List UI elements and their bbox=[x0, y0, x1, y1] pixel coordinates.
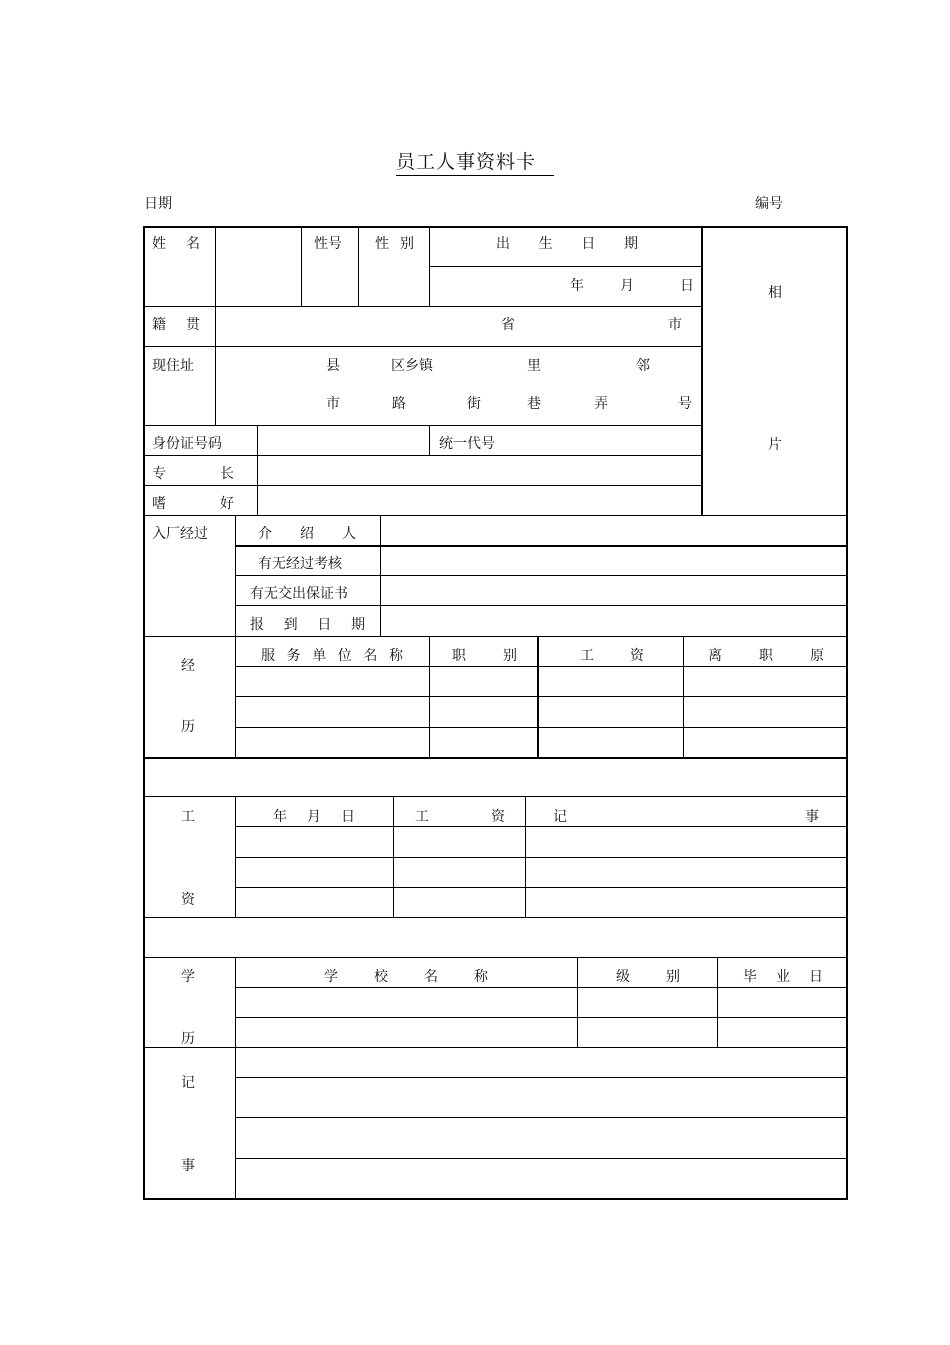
grid-line bbox=[235, 957, 236, 1198]
grid-line bbox=[235, 987, 846, 988]
grid-line bbox=[701, 227, 703, 515]
salary-label-top: 工 bbox=[181, 809, 195, 825]
province-unit: 省 bbox=[501, 317, 515, 333]
education-label-top: 学 bbox=[181, 969, 195, 985]
grid-line bbox=[235, 857, 846, 858]
grid-line bbox=[144, 757, 846, 759]
grid-line bbox=[358, 227, 359, 306]
grid-line bbox=[144, 455, 702, 456]
grid-line bbox=[144, 346, 702, 347]
grid-line bbox=[257, 425, 258, 515]
birth-year-unit: 年 bbox=[570, 278, 584, 294]
gender-code-label: 性号 bbox=[314, 236, 342, 252]
address-unit: 巷 bbox=[527, 396, 541, 412]
salary-header-amount: 工 资 bbox=[415, 809, 505, 825]
grid-line bbox=[235, 575, 846, 576]
introducer-label: 介 绍 人 bbox=[258, 526, 356, 542]
grid-line bbox=[235, 605, 846, 606]
address-unit: 街 bbox=[467, 396, 481, 412]
hobby-label: 嗜 好 bbox=[152, 496, 234, 512]
experience-label-top: 经 bbox=[181, 658, 195, 674]
number-label: 编号 bbox=[755, 196, 783, 212]
id-number-label: 身份证号码 bbox=[152, 436, 222, 452]
grid-line bbox=[144, 636, 846, 637]
grid-line bbox=[235, 826, 846, 827]
grid-line bbox=[429, 266, 702, 267]
grid-line bbox=[144, 306, 702, 307]
grid-line bbox=[683, 636, 684, 757]
unified-code-label: 统一代号 bbox=[439, 436, 495, 452]
experience-header-reason: 离 职 原 bbox=[708, 648, 824, 664]
address-unit: 路 bbox=[392, 396, 406, 412]
address-unit: 弄 bbox=[594, 396, 608, 412]
grid-line bbox=[235, 545, 846, 547]
address-unit: 县 bbox=[326, 358, 340, 374]
grid-line bbox=[144, 1047, 846, 1048]
grid-line bbox=[429, 636, 430, 757]
education-header-school: 学 校 名 称 bbox=[324, 969, 488, 985]
education-label-bottom: 历 bbox=[181, 1031, 195, 1047]
grid-line bbox=[525, 796, 526, 917]
grid-line bbox=[235, 696, 846, 697]
experience-header-salary: 工 资 bbox=[580, 648, 644, 664]
grid-line bbox=[717, 957, 718, 1047]
grid-line bbox=[235, 1077, 846, 1078]
grid-line bbox=[577, 957, 578, 1047]
salary-header-record: 记 bbox=[553, 809, 567, 825]
experience-label-bottom: 历 bbox=[181, 719, 195, 735]
entry-label: 入厂经过 bbox=[152, 526, 208, 542]
grid-line bbox=[235, 796, 236, 917]
photo-label-top: 相 bbox=[768, 285, 782, 301]
grid-line bbox=[380, 515, 381, 636]
education-header-graduation: 毕 业 日 bbox=[743, 969, 823, 985]
name-label: 姓 名 bbox=[152, 236, 200, 252]
grid-line bbox=[537, 636, 539, 757]
grid-line bbox=[235, 636, 236, 757]
grid-line bbox=[235, 666, 846, 667]
form-table bbox=[143, 226, 848, 1200]
guarantee-label: 有无交出保证书 bbox=[250, 586, 348, 602]
grid-line bbox=[144, 796, 846, 797]
birth-day-unit: 日 bbox=[680, 278, 694, 294]
grid-line bbox=[144, 917, 846, 918]
education-header-level: 级 别 bbox=[616, 969, 680, 985]
grid-line bbox=[144, 957, 846, 958]
grid-line bbox=[235, 887, 846, 888]
experience-header-title: 职 别 bbox=[452, 648, 517, 664]
address-unit: 市 bbox=[326, 396, 340, 412]
grid-line bbox=[144, 425, 702, 426]
assessed-label: 有无经过考核 bbox=[258, 556, 342, 572]
grid-line bbox=[301, 227, 302, 306]
grid-line bbox=[235, 1117, 846, 1118]
grid-line bbox=[215, 227, 216, 425]
grid-line bbox=[235, 1158, 846, 1159]
grid-line bbox=[393, 796, 394, 917]
grid-line bbox=[429, 425, 430, 455]
address-label: 现住址 bbox=[152, 358, 194, 374]
birth-date-label: 出 生 日 期 bbox=[496, 236, 638, 252]
page-title: 员工人事资料卡 bbox=[396, 151, 537, 173]
notes-label-bottom: 事 bbox=[181, 1158, 195, 1174]
salary-label-bottom: 资 bbox=[181, 892, 195, 908]
photo-label-bottom: 片 bbox=[768, 437, 782, 453]
title-underline bbox=[396, 175, 554, 176]
address-unit: 邻 bbox=[636, 358, 650, 374]
grid-line bbox=[144, 485, 702, 486]
date-label: 日期 bbox=[144, 196, 172, 212]
birth-month-unit: 月 bbox=[620, 278, 634, 294]
gender-label: 性 别 bbox=[375, 236, 414, 252]
address-unit: 区乡镇 bbox=[391, 358, 433, 374]
grid-line bbox=[144, 515, 846, 516]
salary-header-date: 年 月 日 bbox=[273, 809, 355, 825]
address-unit: 里 bbox=[527, 358, 541, 374]
salary-header-event: 事 bbox=[805, 809, 819, 825]
report-date-label: 报 到 日 期 bbox=[250, 617, 365, 633]
city-unit: 市 bbox=[668, 317, 682, 333]
notes-label-top: 记 bbox=[181, 1075, 195, 1091]
grid-line bbox=[235, 1017, 846, 1018]
grid-line bbox=[429, 227, 430, 306]
grid-line bbox=[235, 727, 846, 728]
specialty-label: 专 长 bbox=[152, 466, 234, 482]
grid-line bbox=[235, 515, 236, 636]
experience-header-unit: 服 务 单 位 名 称 bbox=[261, 648, 403, 664]
native-place-label: 籍 贯 bbox=[152, 317, 200, 333]
address-unit: 号 bbox=[678, 396, 692, 412]
